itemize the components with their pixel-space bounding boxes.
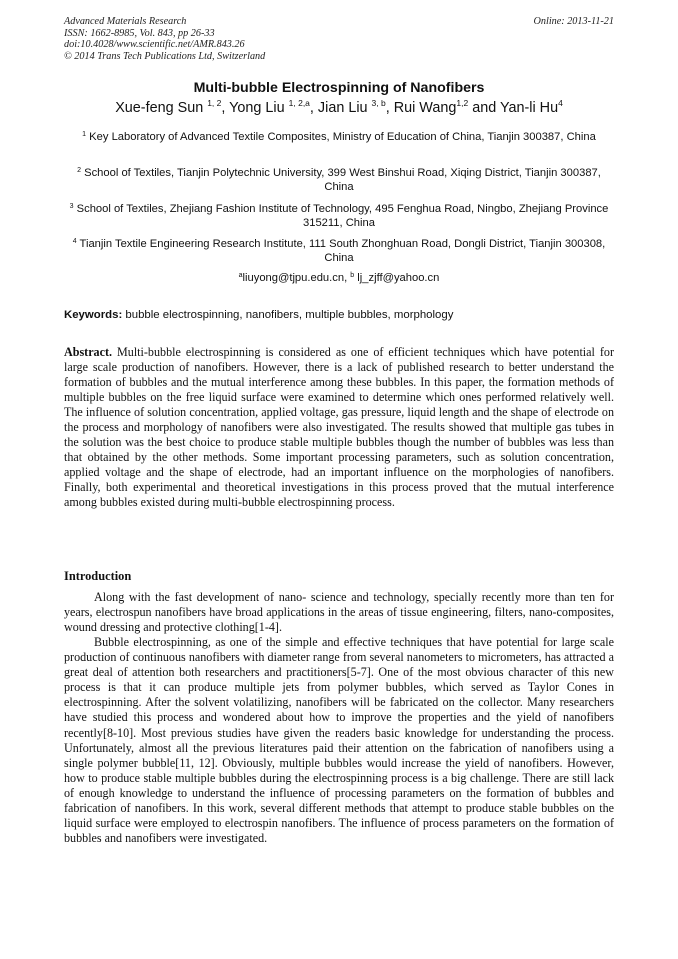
doi-line[interactable]: doi:10.4028/www.scientific.net/AMR.843.26 [64,39,245,51]
abstract [64,345,614,510]
author: Xue-feng Sun $^{1, 2}$, [115,98,230,116]
affiliation-4: $^4$ Tianjin Textile Engineering Research Institute, 111 South Zhonghuan Road, Dongli District, Tianjin 300308, China [72,238,606,265]
paper-title: Multi-bubble Electrospinning of Nanofibers [193,80,485,96]
email-a[interactable]: liuyong@tjpu.edu.cn [242,272,345,284]
introduction-heading: Introduction [64,569,132,583]
abstract-label: Abstract. [64,345,113,359]
email-b[interactable]: lj_zjff@yahoo.cn [354,272,440,284]
keywords-text: bubble electrospinning, nanofibers, multiple bubbles, morphology [122,309,454,321]
keywords-label: Keywords: [64,309,123,321]
author: Yong Liu $^{1, 2,a}$, [229,98,318,116]
copyright-line: © 2014 Trans Tech Publications Ltd, Switzerland [64,50,266,62]
intro-paragraph-1: Along with the fast development of nano- science and technology, specially recently more than ten for years, electrospun nanofibers have broad applications in the areas of tissue engineering, filters, nano-composites, wound dressing and protective clothing[1-4]. [64,590,614,635]
abstract-text: Multi-bubble electrospinning is considered as one of efficient techniques which have potential for large scale production of nanofibers. However, there is a lack of published research to better understand the formation of bubbles and the mutual interference among these bubbles. In this paper, the formation methods of multiple bubbles on the free liquid surface were examined to determine which ones performed relatively well. The influence of solution concentration, applied voltage, gas pressure, liquid length and the shape of electrode on the process and morphology of nanofibers were also investigated. The results showed that multiple gas tubes in the solution was the best choice to produce stable multiple bubbles though the number of bubbles was less than that obtained by the other methods. Some important processing parameters, such as solution concentration, applied voltage and the shape of electrode, had an important influence on the morphologies of nanofibers. Finally, both experimental and theoretical investigations in this process proved that the mutual interference among bubbles existed during multi-bubble electrospinning process. [64,345,614,509]
author: Yan-li Hu$^4$ [499,98,563,116]
keywords [64,309,614,321]
online-date: Online: 2013-11-21 [533,16,614,27]
author-list [64,100,614,116]
affiliation-2: $^2$ School of Textiles, Tianjin Polytechnic University, 399 West Binshui Road, Xiqing District, Tianjin 300387, China [77,167,601,194]
intro-paragraph-2: Bubble electrospinning, as one of the simple and effective techniques that have potential for large scale production of continuous nanofibers with diameter range from several nanometers to micrometers, has attracted a great deal of attention both researchers and practitioners[5-7]. One of the most obvious character of this new process is that it can produce multiple jets from polymer bubbles, which served as Taylor Cones in electrospinning. After the solvent volatilizing, nanofibers will be fabricated on the collector. Many researchers have studied this process and wondered about how to improve the properties and the yield of nanofibers recently[8-10]. Most previous studies have given the readers basic knowledge for understanding the process. Unfortunately, almost all the previous literatures paid their attention on the fabrication of nanofibers using a single polymer bubble[11, 12]. Obviously, multiple bubbles would increase the yield of nanofibers. However, how to produce stable multiple bubbles during the electrospinning process is a big challenge. There are still lack of enough knowledge to understand the influence of processing parameters on the formation of bubbles and fabrication of nanofibers. In this work, several different methods that attempt to produce stable bubbles on the liquid surface were employed to electrospin nanofibers. The influence of process parameters on the formation of bubbles and nanofibers were investigated. [64,635,614,846]
journal-header [64,16,614,62]
affiliation-3: $^3$ School of Textiles, Zhejiang Fashion Institute of Technology, 495 Fenghua Road, Ningbo, Zhejiang Province 315211, China [69,203,609,230]
affiliation-1: $^1$ Key Laboratory of Advanced Textile Composites, Ministry of Education of China, Tianjin 300387, China [82,131,596,143]
author-emails: $^a$liuyong@tjpu.edu.cn, $^b$ lj_zjff@yahoo.cn [238,272,440,284]
author: Rui Wang$^{1,2}$ and [393,98,500,116]
issn-line: ISSN: 1662-8985, Vol. 843, pp 26-33 [64,27,215,39]
journal-name: Advanced Materials Research [64,16,187,27]
author: Jian Liu $^{3, b}$, [317,98,394,116]
